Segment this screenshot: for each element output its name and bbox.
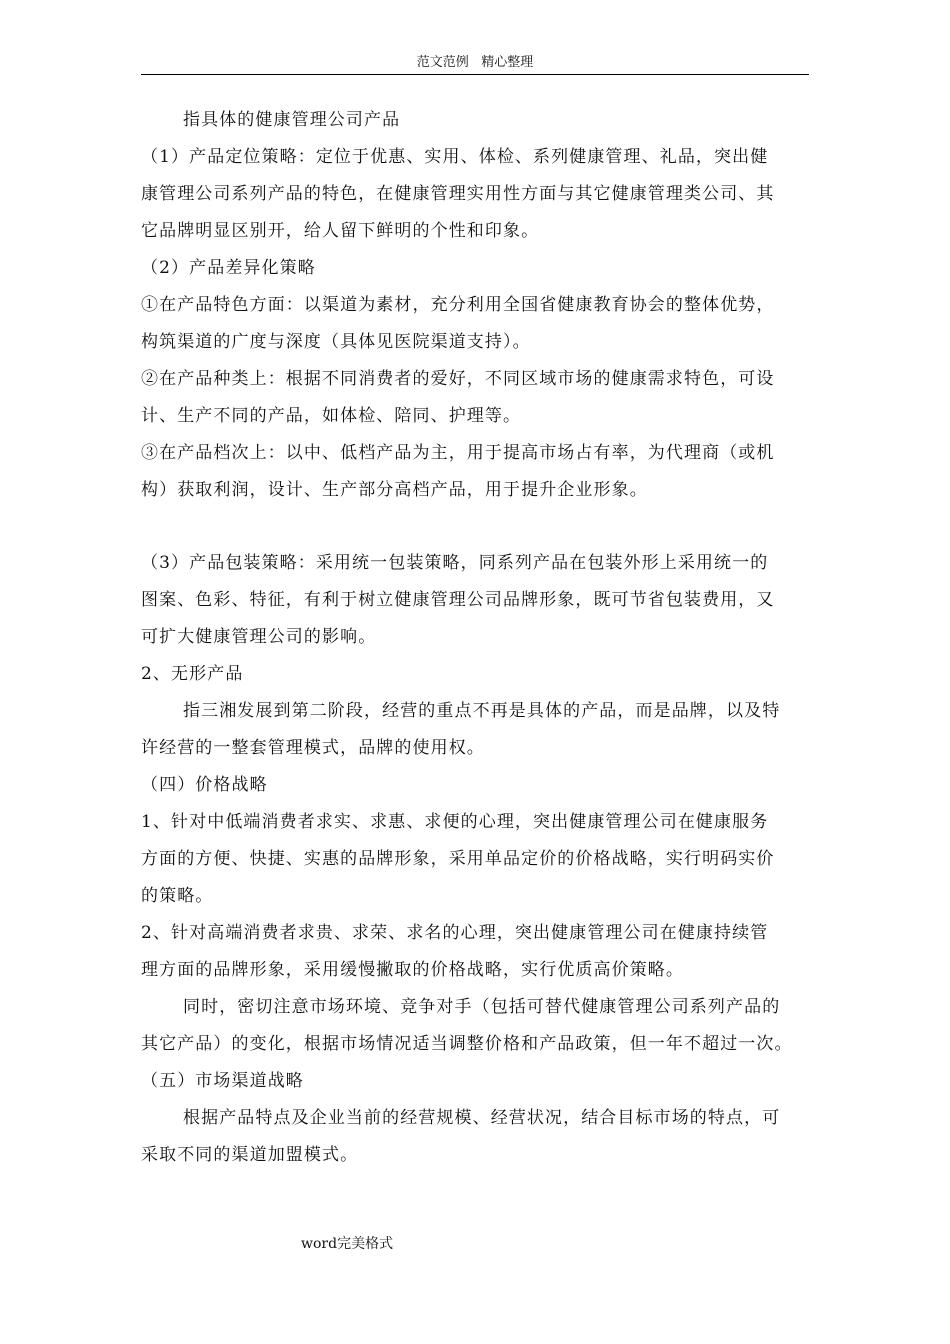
- paragraph-line: （1）产品定位策略：定位于优惠、实用、体检、系列健康管理、礼品，突出健: [141, 147, 769, 167]
- paragraph-line: 计、生产不同的产品，如体检、陪同、护理等。: [141, 406, 522, 426]
- paragraph-line: 它品牌明显区别开，给人留下鲜明的个性和印象。: [141, 221, 540, 241]
- paragraph-line: 2、针对高端消费者求贵、求荣、求名的心理，突出健康管理公司在健康持续管: [141, 923, 769, 943]
- paragraph-line: ②在产品种类上：根据不同消费者的爱好，不同区域市场的健康需求特色，可设: [141, 369, 775, 389]
- section-heading: （四）价格战略: [141, 775, 268, 795]
- paragraph-line: 采取不同的渠道加盟模式。: [141, 1145, 359, 1165]
- paragraph-line: 1、针对中低端消费者求实、求惠、求便的心理，突出健康管理公司在健康服务: [141, 812, 769, 832]
- paragraph-line: 同时，密切注意市场环境、竞争对手（包括可替代健康管理公司系列产品的: [183, 997, 781, 1017]
- paragraph-line: （3）产品包装策略：采用统一包装策略，同系列产品在包装外形上采用统一的: [141, 553, 769, 573]
- paragraph-line: 其它产品）的变化，根据市场情况适当调整价格和产品政策，但一年不超过一次。: [141, 1034, 793, 1054]
- paragraph-line: 构）获取利润，设计、生产部分高档产品，用于提升企业形象。: [141, 480, 648, 500]
- paragraph-line: ①在产品特色方面：以渠道为素材，充分利用全国省健康教育协会的整体优势，: [141, 295, 775, 315]
- page-header: 范文范例 精心整理: [141, 52, 809, 75]
- paragraph-line: 方面的方便、快捷、实惠的品牌形象，采用单品定价的价格战略，实行明码实价: [141, 849, 775, 869]
- paragraph-line: 指三湘发展到第二阶段，经营的重点不再是具体的产品，而是品牌，以及特: [183, 701, 781, 721]
- section-heading: 2、无形产品: [141, 664, 244, 684]
- paragraph-line: 的策略。: [141, 886, 214, 906]
- section-heading: （五）市场渠道战略: [141, 1071, 304, 1091]
- paragraph-line: 康管理公司系列产品的特色，在健康管理实用性方面与其它健康管理类公司、其: [141, 184, 775, 204]
- paragraph-line: 理方面的品牌形象，采用缓慢撇取的价格战略，实行优质高价策略。: [141, 960, 684, 980]
- paragraph-line: 可扩大健康管理公司的影响。: [141, 627, 377, 647]
- paragraph-line: 图案、色彩、特征，有利于树立健康管理公司品牌形象，既可节省包装费用，又: [141, 590, 775, 610]
- document-body: [141, 102, 813, 1174]
- paragraph-line: 构筑渠道的广度与深度（具体见医院渠道支持）。: [141, 332, 531, 352]
- blank-line: [141, 509, 813, 545]
- paragraph-line: ③在产品档次上：以中、低档产品为主，用于提高市场占有率，为代理商（或机: [141, 443, 775, 463]
- page-footer: word完美格式: [301, 1236, 394, 1252]
- paragraph-line: 许经营的一整套管理模式，品牌的使用权。: [141, 738, 485, 758]
- paragraph-line: 根据产品特点及企业当前的经营规模、经营状况，结合目标市场的特点，可: [183, 1108, 781, 1128]
- section-heading: （2）产品差异化策略: [141, 258, 316, 278]
- paragraph-line: 指具体的健康管理公司产品: [183, 110, 401, 130]
